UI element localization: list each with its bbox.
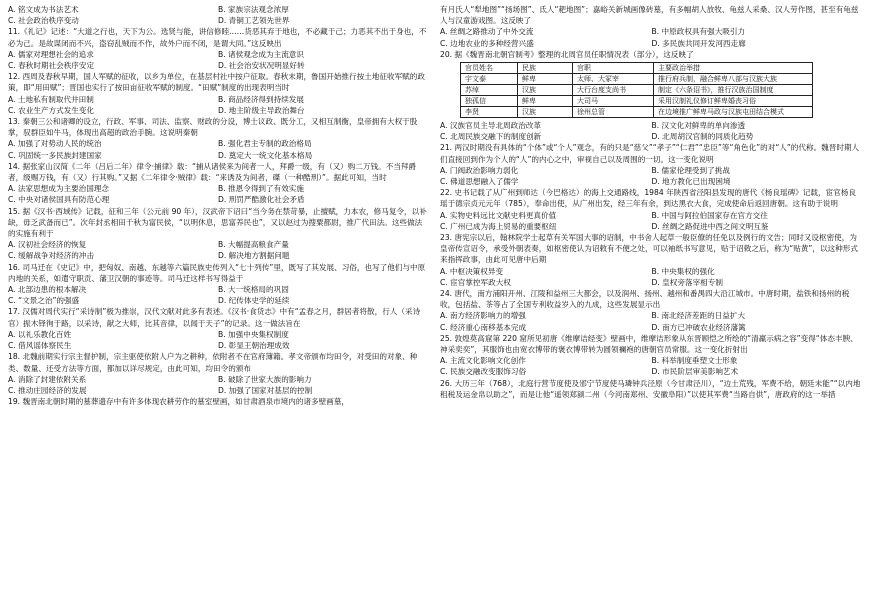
option-row: [8, 239, 428, 250]
answer-option: B. 大一统格局的巩固: [218, 285, 289, 295]
answer-option: B. 汉文化对鲜卑的单向渗透: [651, 121, 746, 131]
answer-option: C. 民族交融改变服饰习俗: [440, 367, 527, 377]
option-row: [8, 138, 428, 149]
table-cell: 苏绰: [461, 85, 518, 96]
answer-option: C. 春秋时期社会秩序安定: [8, 61, 95, 71]
table-cell: 汉族: [518, 107, 573, 118]
table-cell: 大司马: [573, 96, 654, 107]
option-row: [8, 250, 428, 261]
answer-option: C. 北周民族交融下的制度创新: [440, 132, 542, 142]
option-row: [440, 26, 863, 37]
question-text: 25. 敦煌莫高窟第 220 窟所见初唐《维摩诘经变》壁画中，维摩诘形象从东晋顾恺之所绘的“清羸示病之容”变得“体态丰腴、神采奕奕”，其服饰也由宽衣博带的褒衣博带转为圆领襕袍的唐朝官员常服。这一变化折射出: [440, 333, 858, 355]
answer-option: A. 土地私有制取代井田制: [8, 94, 94, 104]
answer-option: A. 消除了封建依附关系: [8, 374, 87, 384]
answer-option: C. 借风谣体察民生: [8, 341, 72, 351]
answer-option: D. 刑罚严酷激化社会矛盾: [218, 195, 305, 205]
table-cell: 鲜卑: [518, 74, 573, 85]
answer-option: A. 门阀政治影响力弱化: [440, 165, 519, 175]
answer-option: C. 农业生产方式发生变化: [8, 105, 95, 115]
table-cell: 汉族: [518, 85, 573, 96]
option-row: [440, 120, 863, 131]
option-row: [440, 131, 863, 142]
question-text: 16. 司马迁在《史记》中，把匈奴、南越、东越等六篇民族史传列入“七十列传”里，既写了其发展、习俗，也写了他们与中原内地的关系，如遣守职贡、藩卫汉朝的事迹等。司马迁这样书写得益于: [8, 262, 426, 283]
question-text: 22. 史书记载了从广州到师达（今巴格达）的海上交通路线，1984 年陕西省泾阳县发现的唐代《杨良瑶碑》记载，宦官杨良瑶于德宗贞元元年（785），奉命出使，从广州出发，经三年有余，到达黑衣大食，完成使命后返回唐朝。这有助于说明: [440, 188, 856, 209]
option-row: [440, 310, 863, 321]
answer-option: C. 社会政治秩序变动: [8, 16, 79, 26]
answer-option: A. 法家思想成为主要治国理念: [8, 184, 110, 194]
answer-option: D. 奠定大一统文化基本格局: [218, 150, 313, 160]
answer-option: C. 广州已成为海上贸易的重要枢纽: [440, 221, 557, 231]
answer-option: A. 汉初社会经济的恢复: [8, 240, 87, 250]
answer-option: A. 丝绸之路推动了中外交流: [440, 27, 534, 37]
answer-option: B. 诸侯观念成为主流意识: [218, 49, 304, 59]
table-cell: 独孤信: [461, 96, 518, 107]
option-row: [8, 4, 428, 15]
left-column: [8, 4, 428, 407]
table-row: [461, 74, 813, 85]
right-column-top: [440, 4, 863, 60]
question-text: 12. 西周及春秋早期，国人军赋的征收，以乡为单位，在基层村社中按户征取。春秋末期，鲁国开始推行按土地征收军赋的政策，即“用田赋”；晋国也实行了按田亩征收军赋的制度。“田赋”制度的出现表明当时: [8, 72, 425, 93]
question-text: 11.《礼记》记述：“大道之行也，天下为公。选贤与能，讲信修睦……货恶其弃于地也，不必藏于己；力恶其不出于身也，不必为己。是故谋闭而不兴，盗窃乱贼而不作，故外户而不闭，是谓大同。”这反映出: [8, 27, 427, 48]
answer-option: B. 儒家伦理受到了挑战: [651, 165, 730, 175]
option-row: [8, 183, 428, 194]
option-row: [8, 385, 428, 396]
answer-option: D. 解决地方割据问题: [218, 251, 290, 261]
table-cell: 官职: [573, 63, 654, 74]
answer-option: B. 大幅提高粮食产量: [218, 240, 289, 250]
question-text: 13. 秦朝三公和诸卿的设立，行政、军事、司法、监察、财政的分设，博士议政、既分工，又相互制衡，皇帝拥有大权于股掌，驭群臣如牛马，体现出高超的政治手腕。这说明秦朝: [8, 117, 418, 138]
option-row: [440, 322, 863, 333]
table-cell: 鲜卑: [518, 96, 573, 107]
table-cell: 民族: [518, 63, 573, 74]
table-row: [461, 85, 813, 96]
right-column-bottom: [440, 120, 863, 400]
table-cell: 李贤: [461, 107, 518, 118]
table-cell: 制定《六条诏书》，推行汉族治国制度: [654, 85, 813, 96]
question-text: 20. 据《魏晋南北朝官制考》整理的北周官员任职情况表（部分），这反映了: [440, 49, 694, 59]
option-row: [8, 49, 428, 60]
option-row: [8, 284, 428, 295]
answer-option: B. 推恩令得到了有效实施: [218, 184, 304, 194]
answer-option: A. 儒家对理想社会的追求: [8, 49, 94, 59]
answer-option: D. 北周胡汉官制的同质化趋势: [651, 132, 754, 142]
answer-option: A. 南方经济影响力的增强: [440, 311, 526, 321]
answer-option: D. 丝绸之路促进中西之间文明互鉴: [651, 221, 769, 231]
question-text: 15. 据《汉书·西域传》记载，征和三年（公元前 90 年），汉武帝下诏曰“当今务在禁苛暴，止擅赋，力本农，修马复令，以补缺，毋乏武备而已”。次年封丞相田千秋为富民侯，“以明休息，思富养民也”，又以赵过为搜粟都尉，推广代田法。这些做法的实施有利于: [8, 206, 427, 239]
answer-option: C. 边地农业的多种经营兴盛: [440, 38, 534, 48]
answer-option: C. 推动庄园经济的发展: [8, 385, 87, 395]
answer-option: B. 中原政权具有强大吸引力: [651, 27, 746, 37]
answer-option: D. 地主阶级主导政治舞台: [218, 105, 305, 115]
answer-option: B. 加强中央集权制度: [218, 329, 289, 339]
option-row: [8, 295, 428, 306]
question-text: 14. 据张家山汉简《二年（吕后二年）律令·捕律》载：“捕从诸侯来为间者一人，拜爵一级，有（又）购二万钱。不当拜爵者，级赐万钱，有（又）行其购。”又据《二年律令·贼律》载：“来诱及为间者，磔（一种酷刑）”。据此可知，当时: [8, 161, 417, 183]
answer-option: C. 缓解战争对经济的冲击: [8, 251, 95, 261]
option-row: [440, 355, 863, 366]
answer-option: A. 中枢决策权异变: [440, 266, 504, 276]
option-row: [8, 60, 428, 71]
answer-option: A. 汉族官员主导北周政治改革: [440, 121, 542, 131]
answer-option: A. 主流文化影响文化创作: [440, 356, 526, 366]
question-text: 26. 大历三年（768），北庭行营节度使及邠宁节度使马璘钟兵泾原（今甘肃泾川），“边土荒残，军费不给，朝廷未能”“以内地租税及运金帛以助之”，而是让他“遥领郑颍二州（今河南郑州、安徽阜阳）”以使其军费“当路自供”，唐政府的这一举措: [440, 378, 861, 399]
option-row: [440, 277, 863, 288]
option-row: [8, 150, 428, 161]
option-row: [8, 194, 428, 205]
answer-option: D. 加强了国家对基层的控制: [218, 385, 313, 395]
right-column: [440, 4, 863, 400]
answer-option: B. 南北经济差距的日益扩大: [651, 311, 746, 321]
option-row: [440, 210, 863, 221]
option-row: [8, 105, 428, 116]
answer-option: D. 地方教化已出现困境: [651, 177, 731, 187]
option-row: [440, 165, 863, 176]
answer-option: A. 实物史料远比文献史料更真价值: [440, 210, 557, 220]
answer-option: C. 巩固统一多民族封建国家: [8, 150, 102, 160]
answer-option: D. 青铜工艺领先世界: [218, 16, 290, 26]
answer-option: B. 商品经济得到持续发展: [218, 94, 304, 104]
answer-option: C. 佛道思想融入了儒学: [440, 177, 519, 187]
answer-option: B. 中央集权的强化: [651, 266, 715, 276]
answer-option: B. 破除了世家大族的影响力: [218, 374, 312, 384]
question-text: 24. 唐代，南方浦阳开州、江陵和益州三大都会，以及润州、扬州、越州和番禺四大沿江城市。中唐时期，盐铁和扬州的税收，包括盐、茶等占了全国专利收益岁入的九成，这些发展显示出: [440, 289, 850, 310]
option-row: [8, 94, 428, 105]
official-table: [460, 62, 813, 118]
answer-option: D. 多民族共同开发河西走廊: [651, 38, 746, 48]
answer-option: B. 中国与阿拉伯国家存在官方交往: [651, 210, 768, 220]
answer-option: A. 北部边患的根本解决: [8, 285, 87, 295]
question-text: 18. 北魏前期实行宗主督护制，宗主驱使依附人户为之耕种，依附者不在官府簿籍。孝文帝颁布均田令，对受田的对象、种类、数量、还受方法等方面，都加以详尽规定，由此可知，均田令的颁布: [8, 352, 418, 373]
table-cell: 宇文泰: [461, 74, 518, 85]
answer-option: A. 加强了对势动人民的统治: [8, 139, 102, 149]
question-text: 19. 魏晋南北朝时期的墓葬遗存中有许多体现农耕劳作的墓室壁画，如甘肃酒泉市境内的诸多壁画墓，: [8, 397, 350, 407]
answer-option: C. 经济重心南移基本完成: [440, 322, 527, 332]
answer-option: B. 强化君主专制的政治格局: [218, 139, 312, 149]
option-row: [440, 266, 863, 277]
question-text: 17. 汉儒对周代实行“采诗制”极为推崇，汉代文献对此多有表述。《汉书·食货志》中有“孟春之月，群居者将散，行人（采诗官）振木铎徇于路，以采诗，献之大师，比其音律，以闻于天子”的记录。这一做法旨在: [8, 307, 421, 328]
option-row: [440, 176, 863, 187]
table-cell: 太师、大冢宰: [573, 74, 654, 85]
answer-option: D. 南方已冲破农业经济藩篱: [651, 322, 746, 332]
answer-option: C. 宦官掌控军政大权: [440, 277, 511, 287]
answer-option: C. 中央对诸侯国具有防范心理: [8, 195, 110, 205]
option-row: [440, 366, 863, 377]
table-row: [461, 96, 813, 107]
answer-option: D. 彰显王朝治理成效: [218, 341, 290, 351]
answer-option: D. 皇权旁落宰相专制: [651, 277, 723, 287]
option-row: [8, 329, 428, 340]
option-row: [440, 221, 863, 232]
answer-option: A. 铭文成为书法艺术: [8, 5, 79, 14]
option-row: [8, 340, 428, 351]
table-row: [461, 107, 813, 118]
answer-option: B. 科举制度垂塑文士形象: [651, 356, 738, 366]
answer-option: A. 以礼乐教化百姓: [8, 329, 72, 339]
answer-option: D. 社会治安状况明显好转: [218, 61, 305, 71]
table-cell: 主要政治举措: [654, 63, 813, 74]
table-header-row: [461, 63, 813, 74]
answer-option: B. 家族宗法观念浓厚: [218, 5, 289, 14]
table-cell: 大行台度支尚书: [573, 85, 654, 96]
answer-option: C. “文景之治”的强盛: [8, 296, 80, 306]
question-text: 有月氏人“犁地图”“扬场图”、氐人“耙地图”；嘉峪关新城画像砖墓，有多幅胡人放牧、龟兹人采桑、汉人劳作图，甚至有龟兹人与汉童游戏图。这反映了: [440, 5, 859, 26]
table-cell: 在边境推广鲜卑马政与汉族屯田结合模式: [654, 107, 813, 118]
option-row: [8, 374, 428, 385]
table-cell: 官员姓名: [461, 63, 518, 74]
option-row: [440, 38, 863, 49]
question-text: 21. 两汉时期没有具体的“个体”或“个人”观念，有的只是“慈父”“孝子”“仁君”“忠臣”等“角色化”的对“人”的代称。魏晋时期人们直接回到作为个人的“人”的内心之中，审视自己以及周围的一切。这一变化说明: [440, 143, 860, 164]
answer-option: D. 纪传体史学的延续: [218, 296, 290, 306]
option-row: [8, 15, 428, 26]
table-cell: 推行府兵制，融合鲜卑八部与汉族大族: [654, 74, 813, 85]
table-cell: 采用汉制礼仪修订鲜卑婚丧习俗: [654, 96, 813, 107]
table-cell: 徐州总管: [573, 107, 654, 118]
question-text: 23. 唐宪宗以后，翰林院学士起草有关军国大事的诏制，中书舍人起草一般臣僚的任免以及例行的文告；同时又设枢密使，为皇帝传宣诏令，承受外朝表奏，如枢密使认为诏敕有不便之处，可以袖纸书写意见，贴于诏敕之后，称为“贴黄”，以这种形式来指挥政事，由此可见唐中后期: [440, 233, 858, 265]
answer-option: D. 市民阶层审美影响艺术: [651, 367, 739, 377]
